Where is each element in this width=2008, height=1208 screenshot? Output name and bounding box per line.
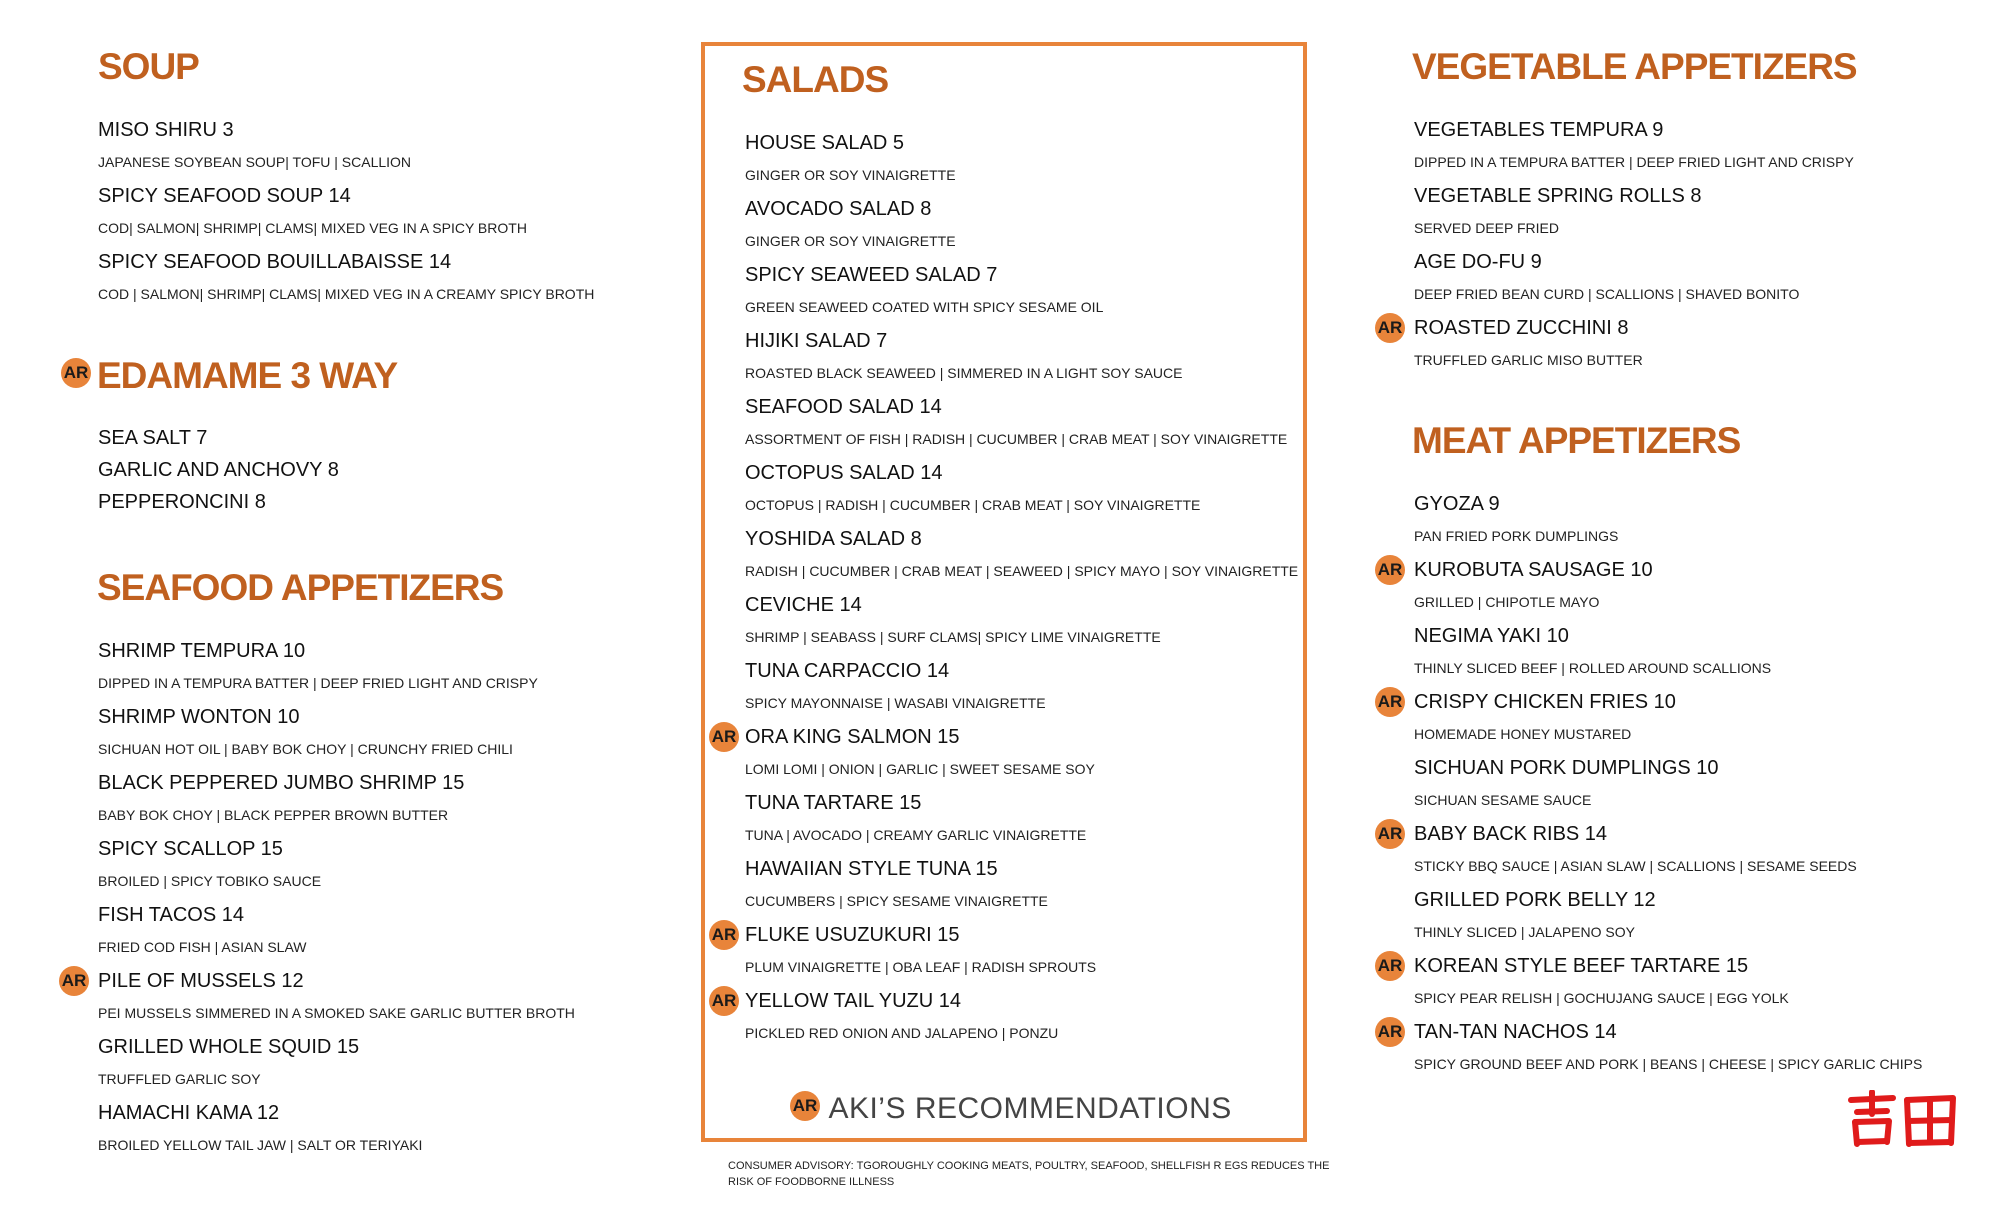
item-desc: PLUM VINAIGRETTE | OBA LEAF | RADISH SPROUTS (745, 959, 1097, 975)
seafood-title: SEAFOOD APPETIZERS (97, 567, 504, 608)
item-name: TUNA TARTARE 15 (745, 792, 922, 814)
item-desc: CUCUMBERS | SPICY SESAME VINAIGRETTE (745, 893, 1048, 909)
menu-item (98, 707, 575, 756)
item-name: CEVICHE 14 (745, 594, 862, 616)
item-desc: OCTOPUS | RADISH | CUCUMBER | CRAB MEAT | SOY VINAIGRETTE (745, 497, 1201, 513)
item-name: SEAFOOD SALAD 14 (745, 396, 942, 418)
item-name: TUNA CARPACCIO 14 (745, 660, 950, 682)
item-name: SPICY SEAFOOD SOUP 14 (98, 185, 351, 207)
menu-item (711, 990, 1298, 1041)
menu-item (1414, 120, 1854, 169)
item-desc: PICKLED RED ONION AND JALAPENO | PONZU (745, 1025, 1059, 1041)
item-desc: TUNA | AVOCADO | CREAMY GARLIC VINAIGRETTE (745, 827, 1087, 843)
edamame-title: EDAMAME 3 WAY (97, 355, 398, 396)
item-desc: GINGER OR SOY VINAIGRETTE (745, 167, 956, 183)
item-desc: TRUFFLED GARLIC SOY (98, 1071, 261, 1087)
item-desc: PAN FRIED PORK DUMPLINGS (1414, 528, 1619, 544)
item-name: SPICY SEAWEED SALAD 7 (745, 264, 998, 286)
menu-item (98, 905, 575, 954)
consumer-advisory: CONSUMER ADVISORY: TGOROUGHLY COOKING MEATS, POULTRY, SEAFOOD, SHELLFISH R EGS REDUCES THE RISK OF FOODBORNE ILLNESS (728, 1160, 1330, 1188)
seafood-list (61, 640, 575, 1169)
item-name: GARLIC AND ANCHOVY 8 (98, 459, 339, 481)
item-desc: TRUFFLED GARLIC MISO BUTTER (1414, 352, 1643, 368)
ar-badge: AR (1375, 687, 1405, 717)
item-name: BLACK PEPPERED JUMBO SHRIMP 15 (98, 772, 465, 794)
item-desc: SPICY GROUND BEEF AND PORK | BEANS | CHEESE | SPICY GARLIC CHIPS (1414, 1056, 1923, 1072)
item-desc: RADISH | CUCUMBER | CRAB MEAT | SEAWEED | SPICY MAYO | SOY VINAIGRETTE (745, 563, 1299, 579)
item-name: GRILLED WHOLE SQUID 15 (98, 1036, 360, 1058)
ar-badge: AR (1375, 313, 1405, 343)
item-desc: COD| SALMON| SHRIMP| CLAMS| MIXED VEG IN A SPICY BROTH (98, 220, 527, 236)
ar-badge: AR (1375, 555, 1405, 585)
ar-badge: AR (61, 358, 91, 388)
item-name: PILE OF MUSSELS 12 (98, 970, 304, 992)
item-desc: SPICY PEAR RELISH | GOCHUJANG SAUCE | EGG YOLK (1414, 990, 1789, 1006)
item-desc: GREEN SEAWEED COATED WITH SPICY SESAME OIL (745, 299, 1104, 315)
soup-title: SOUP (98, 46, 199, 87)
item-name: FLUKE USUZUKURI 15 (745, 924, 960, 946)
item-desc: STICKY BBQ SAUCE | ASIAN SLAW | SCALLIONS | SESAME SEEDS (1414, 858, 1857, 874)
item-desc: THINLY SLICED | JALAPENO SOY (1414, 924, 1635, 940)
soup-section (98, 48, 199, 85)
menu-item (745, 265, 1298, 314)
item-desc: JAPANESE SOYBEAN SOUP| TOFU | SCALLION (98, 154, 412, 170)
item-name: VEGETABLES TEMPURA 9 (1414, 119, 1664, 141)
menu-item (1414, 626, 1922, 675)
veg-list (1377, 119, 1854, 384)
menu-item (745, 199, 1298, 248)
item-name: SHRIMP WONTON 10 (98, 706, 300, 728)
salads-section (742, 61, 888, 98)
menu-item (98, 839, 575, 888)
item-name: VEGETABLE SPRING ROLLS 8 (1414, 185, 1702, 207)
item-desc: FRIED COD FISH | ASIAN SLAW (98, 939, 307, 955)
ar-badge: AR (709, 920, 739, 950)
menu-item (98, 641, 575, 690)
item-name: HOUSE SALAD 5 (745, 132, 904, 154)
menu-item (98, 186, 594, 235)
meat-title: MEAT APPETIZERS (1412, 420, 1741, 461)
ar-badge: AR (1375, 819, 1405, 849)
item-desc: GRILLED | CHIPOTLE MAYO (1414, 594, 1600, 610)
menu-item (1414, 890, 1922, 939)
menu-item (98, 1037, 575, 1086)
menu-item (1377, 317, 1854, 368)
item-name: KOREAN STYLE BEEF TARTARE 15 (1414, 955, 1749, 977)
item-desc: SPICY MAYONNAISE | WASABI VINAIGRETTE (745, 695, 1046, 711)
salads-list (711, 132, 1299, 1057)
item-name: SPICY SCALLOP 15 (98, 838, 283, 860)
item-name: PEPPERONCINI 8 (98, 491, 266, 513)
item-desc: SICHUAN HOT OIL | BABY BOK CHOY | CRUNCHY FRIED CHILI (98, 741, 513, 757)
menu-item (745, 463, 1298, 512)
item-desc: SERVED DEEP FRIED (1414, 220, 1559, 236)
item-desc: BROILED | SPICY TOBIKO SAUCE (98, 873, 322, 889)
item-name: HAMACHI KAMA 12 (98, 1102, 280, 1124)
salads-title: SALADS (742, 59, 889, 100)
item-name: SICHUAN PORK DUMPLINGS 10 (1414, 757, 1719, 779)
item-name: ORA KING SALMON 15 (745, 726, 960, 748)
item-desc: SHRIMP | SEABASS | SURF CLAMS| SPICY LIME VINAIGRETTE (745, 629, 1161, 645)
item-name: TAN-TAN NACHOS 14 (1414, 1021, 1617, 1043)
menu-item (1377, 955, 1922, 1006)
ar-badge: AR (1375, 951, 1405, 981)
yoshida-logo (1845, 1090, 1959, 1148)
menu-item (1377, 559, 1922, 610)
item-name: SHRIMP TEMPURA 10 (98, 640, 306, 662)
menu-item (745, 595, 1298, 644)
menu-item (745, 793, 1298, 842)
item-desc: BABY BOK CHOY | BLACK PEPPER BROWN BUTTER (98, 807, 449, 823)
menu-item (745, 397, 1298, 446)
item-name: YELLOW TAIL YUZU 14 (745, 990, 962, 1012)
item-name: SPICY SEAFOOD BOUILLABAISSE 14 (98, 251, 452, 273)
item-desc: COD | SALMON| SHRIMP| CLAMS| MIXED VEG IN A CREAMY SPICY BROTH (98, 286, 595, 302)
item-name: AGE DO-FU 9 (1414, 251, 1542, 273)
menu-item (1377, 823, 1922, 874)
menu-item (745, 331, 1298, 380)
menu-item (745, 133, 1298, 182)
item-name: GRILLED PORK BELLY 12 (1414, 889, 1656, 911)
ar-badge: AR (59, 966, 89, 996)
item-desc: DEEP FRIED BEAN CURD | SCALLIONS | SHAVED BONITO (1414, 286, 1800, 302)
ar-legend (790, 1092, 1232, 1128)
item-name: GYOZA 9 (1414, 493, 1500, 515)
menu-item (98, 1103, 575, 1152)
menu-item (1414, 758, 1922, 807)
item-desc: DIPPED IN A TEMPURA BATTER | DEEP FRIED LIGHT AND CRISPY (98, 675, 538, 691)
ar-badge: AR (709, 986, 739, 1016)
item-name: FISH TACOS 14 (98, 904, 244, 926)
ar-badge: AR (790, 1091, 820, 1121)
item-name: HIJIKI SALAD 7 (745, 330, 888, 352)
meat-section (1412, 422, 1740, 459)
menu-item (745, 661, 1298, 710)
item-name: ROASTED ZUCCHINI 8 (1414, 317, 1629, 339)
item-desc: THINLY SLICED BEEF | ROLLED AROUND SCALLIONS (1414, 660, 1772, 676)
meat-list (1377, 493, 1923, 1088)
menu-item (1414, 186, 1854, 235)
item-desc: PEI MUSSELS SIMMERED IN A SMOKED SAKE GARLIC BUTTER BROTH (98, 1005, 575, 1021)
item-name: BABY BACK RIBS 14 (1414, 823, 1608, 845)
item-desc: DIPPED IN A TEMPURA BATTER | DEEP FRIED LIGHT AND CRISPY (1414, 154, 1854, 170)
ar-badge: AR (709, 722, 739, 752)
menu-item (1377, 691, 1922, 742)
item-name: YOSHIDA SALAD 8 (745, 528, 922, 550)
item-desc: LOMI LOMI | ONION | GARLIC | SWEET SESAME SOY (745, 761, 1095, 777)
item-desc: GINGER OR SOY VINAIGRETTE (745, 233, 956, 249)
menu-item (711, 924, 1298, 975)
item-name: CRISPY CHICKEN FRIES 10 (1414, 691, 1676, 713)
soup-list (98, 120, 594, 318)
item-desc: SICHUAN SESAME SAUCE (1414, 792, 1592, 808)
veg-section (1412, 48, 1857, 85)
menu-item (98, 252, 594, 301)
ar-badge: AR (1375, 1017, 1405, 1047)
menu-item (1377, 1021, 1923, 1072)
seafood-section (97, 569, 503, 606)
item-name: KUROBUTA SAUSAGE 10 (1414, 559, 1653, 581)
veg-title: VEGETABLE APPETIZERS (1412, 46, 1857, 87)
legend-label: AKI’S RECOMMENDATIONS (828, 1092, 1232, 1125)
item-name: NEGIMA YAKI 10 (1414, 625, 1569, 647)
item-name: HAWAIIAN STYLE TUNA 15 (745, 858, 998, 880)
menu-item (1414, 494, 1922, 543)
menu-item (61, 970, 575, 1021)
menu-item (1414, 252, 1854, 301)
item-name: AVOCADO SALAD 8 (745, 198, 932, 220)
item-name: MISO SHIRU 3 (98, 119, 234, 141)
edamame-section (63, 355, 398, 396)
item-desc: BROILED YELLOW TAIL JAW | SALT OR TERIYAKI (98, 1137, 423, 1153)
item-desc: ASSORTMENT OF FISH | RADISH | CUCUMBER | CRAB MEAT | SOY VINAIGRETTE (745, 431, 1288, 447)
menu-item (745, 859, 1298, 908)
item-name: SEA SALT 7 (98, 427, 208, 449)
item-name: OCTOPUS SALAD 14 (745, 462, 943, 484)
item-desc: ROASTED BLACK SEAWEED | SIMMERED IN A LIGHT SOY SAUCE (745, 365, 1183, 381)
menu-item (745, 529, 1298, 578)
item-desc: HOMEMADE HONEY MUSTARED (1414, 726, 1632, 742)
menu-item (711, 726, 1298, 777)
menu-item (98, 773, 575, 822)
edamame-list (98, 428, 339, 524)
menu-item (98, 120, 594, 169)
